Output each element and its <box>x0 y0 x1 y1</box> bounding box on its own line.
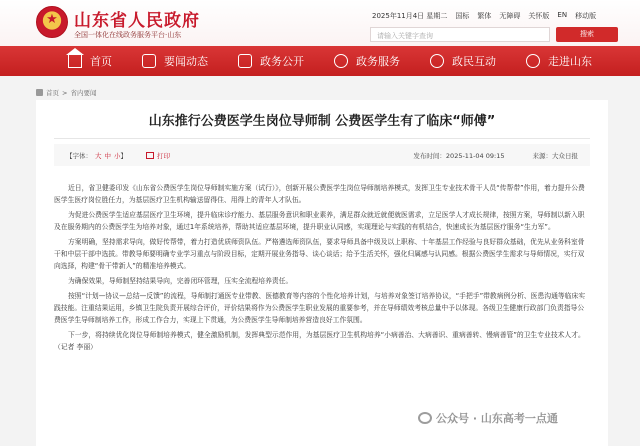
site-header <box>0 0 640 46</box>
nav-label: 要闻动态 <box>164 55 208 68</box>
article-meta-info <box>413 151 578 160</box>
article-title: 山东推行公费医学生岗位导师制 公费医学生有了临床“师傅” <box>148 114 496 129</box>
search-button[interactable]: 搜索 <box>556 27 618 42</box>
nav-item-news[interactable] <box>142 46 226 76</box>
font-size-control <box>66 151 127 160</box>
article-paragraph: 下一步，将持续优化岗位导师制培养模式，健全激励机制，发挥典型示范作用，为基层医疗卫生机构培养“小病善治、大病善识、重病善转、慢病善管”的卫生专业技术人才。（记者 李丽） <box>54 331 585 351</box>
home-crumb-icon <box>36 89 43 96</box>
wechat-icon <box>418 412 432 424</box>
search-input[interactable]: 请输入关键字查询 <box>370 27 550 42</box>
print-label: 打印 <box>157 152 170 160</box>
link-care-mode[interactable]: 关怀版 <box>528 12 550 20</box>
news-icon <box>142 54 156 68</box>
article-paragraph: 近日，省卫健委印发《山东省公费医学生岗位导师制实施方案（试行）》，创新开展公费医学生岗位导师制培养模式，发挥卫生专业技术骨干人员“传帮带”作用，着力提升公费医学生医疗岗位胜任力，为基层医疗卫生机构输送留得住、用得上的青年人才队伍。 <box>54 184 585 204</box>
link-accessibility[interactable]: 无障碍 <box>499 12 521 20</box>
breadcrumb-separator: > <box>62 88 68 97</box>
title-divider <box>54 138 590 139</box>
font-size-label-end: 】 <box>120 152 127 160</box>
nav-item-home[interactable] <box>68 46 130 76</box>
main-nav <box>0 46 640 76</box>
nav-label: 首页 <box>90 55 112 68</box>
nav-label: 政民互动 <box>452 55 496 68</box>
nav-item-interact[interactable] <box>430 46 514 76</box>
nav-label: 政务服务 <box>356 55 400 68</box>
article-paragraph: 为促进公费医学生适应基层医疗卫生环境，提升临床诊疗能力、基层服务意识和职业素养，满足群众就近就便就医需求，立足医学人才成长规律，按照方案，导师制以新入职及在服务期内的公费医学生为培养对象，通过1年系统培养，帮助其适应基层环境，提升职业认同感，实现理论与实践的有机结合，快速成长为基层医疗服务“生力军”。 <box>54 211 585 231</box>
print-icon <box>146 152 154 159</box>
current-date: 2025年11月4日 星期二 <box>372 12 448 20</box>
article-panel <box>36 100 608 446</box>
nav-item-explore[interactable] <box>526 46 610 76</box>
link-traditional[interactable]: 繁体 <box>477 12 492 20</box>
article-paragraph: 为确保效果，导师制坚持结果导向，完善闭环管理，压实全流程培养责任。 <box>68 277 293 285</box>
public-icon <box>238 54 252 68</box>
article-paragraph: 方案明确，坚持需求导向，做好传帮带，着力打造优质师资队伍。严格遴选师资队伍，要求导师具备中级及以上职称、十年基层工作经验与良好群众基础，优先从业务科室骨干和中层干部中选拔。带教导师要明确专业学习重点与阶段目标，定期开展业务指导、谈心谈话；给予生活关怀，强化归属感与认同感。根据公费医学生需求与导师情况，实行双向选择，构建“骨干带新人”的精准培养模式。 <box>54 238 585 270</box>
article-source: 来源：大众日报 <box>532 152 578 160</box>
font-size-large[interactable]: 大 <box>95 152 102 160</box>
top-utility-bar <box>372 11 596 21</box>
national-emblem-icon[interactable] <box>36 6 68 38</box>
wechat-watermark <box>418 410 558 426</box>
explore-icon <box>526 54 540 68</box>
breadcrumb-home[interactable]: 首页 <box>46 89 59 97</box>
nav-item-service[interactable] <box>334 46 418 76</box>
publish-time: 发布时间：2025-11-04 09:15 <box>413 152 505 160</box>
site-subtitle: 全国一体化在线政务服务平台·山东 <box>74 31 182 39</box>
site-title[interactable]: 山东省人民政府 <box>74 11 200 31</box>
nav-item-public[interactable] <box>238 46 322 76</box>
link-guobiao[interactable]: 国标 <box>455 12 470 20</box>
breadcrumb-current[interactable]: 省内要闻 <box>70 89 97 97</box>
nav-label: 政务公开 <box>260 55 304 68</box>
font-size-small[interactable]: 小 <box>114 152 121 160</box>
interact-icon <box>430 54 444 68</box>
house-icon <box>68 54 82 68</box>
watermark-text: 公众号 · 山东高考一点通 <box>436 412 558 425</box>
breadcrumb <box>36 88 96 97</box>
nav-label: 走进山东 <box>548 55 592 68</box>
link-mobile[interactable]: 移动版 <box>575 12 597 20</box>
article-body <box>54 182 590 356</box>
font-size-medium[interactable]: 中 <box>104 152 111 160</box>
print-button[interactable] <box>146 151 170 160</box>
font-size-label: 【字体： <box>66 152 92 160</box>
article-meta-bar <box>54 144 590 166</box>
link-english[interactable]: EN <box>557 11 568 19</box>
service-icon <box>334 54 348 68</box>
article-paragraph: 按照“计划—协议—总结—反馈”的流程，导师制打通医专业带教、医德教育等内容的个性化培养计划，与培养对象签订培养协议，“手把手”带教病例分析、医患沟通等临床实践技能。注重结果运用，乡镇卫生院负责开展综合评价，评价结果将作为公费医学生职业发展的重要参考，并在导师绩效考核总量中予以体现。各级卫生健康行政部门负责指导公费医学生导师制培养工作，形成工作合力，实现上下贯通，为公费医学生导师制培养营造良好工作氛围。 <box>54 292 586 324</box>
